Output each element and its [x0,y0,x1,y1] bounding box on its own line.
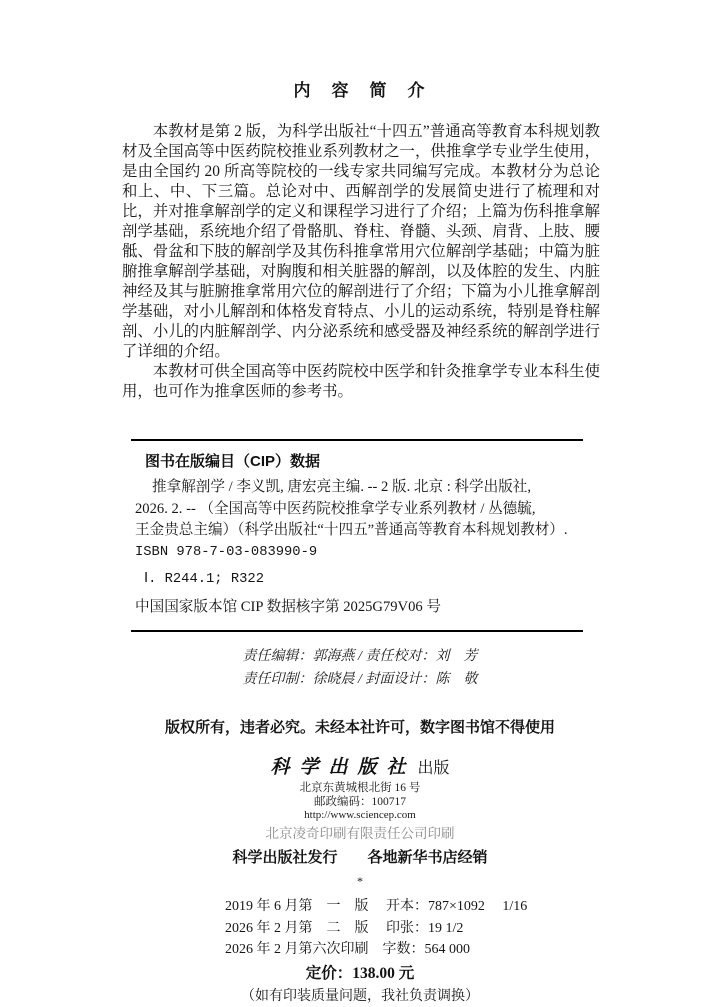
publisher-logo-line [0,756,720,781]
distribution-line: 科学出版社发行 各地新华书店经销 [232,849,488,866]
publish-label: 出版 [417,760,450,777]
edition-line-printing: 2026 年 2 月第六次印刷 字数：564 000 [225,942,470,957]
summary-body [122,122,600,402]
cip-line-title-authors: 推拿解剖学 / 李义凯, 唐宏亮主编. -- 2 版. 北京 : 科学出版社, [152,479,532,495]
edition-line-first: 2019 年 6 月第 一 版 开本：787×1092 1/16 [225,899,528,914]
separator-star: * [357,874,363,888]
cip-isbn: ISBN 978-7-03-083990-9 [135,544,318,560]
editorial-credits-line-2: 责任印制：徐晓晨 / 封面设计：陈 敬 [242,672,478,687]
cip-data-block [131,439,583,632]
edition-info [225,896,528,961]
publisher-postcode: 邮政编码：100717 [314,796,406,808]
content-summary-section [0,76,720,402]
cip-header: 图书在版编目（CIP）数据 [145,453,321,470]
page-title: 内 容 简 介 [293,81,427,100]
cip-classification: Ⅰ. R244.1; R322 [144,572,264,587]
editorial-credits-line-1: 责任编辑：郭海燕 / 责任校对：刘 芳 [242,649,478,664]
summary-paragraph-1: 本教材是第 2 版，为科学出版社“十四五”普通高等教育本科规划教材及全国高等中医药院校推业系列教材之一，供推拿学专业学生使用，是由全国约 20 所高等院校的一线专家共同编写完成。本教材分为总论和上、中、下三篇。总论对中、西解剖学的发展简史进行了梳理和对比，并对推拿解剖学的定义和课程学习进行了介绍；上篇为伤科推拿解剖学基础，系统地介绍了骨骼肌、脊柱、脊髓、头颈、肩背、上肢、腰骶、骨盆和下肢的解剖学及其伤科推拿常用穴位解剖学基础；中篇为脏腑推拿解剖学基础，对胸腹和相关脏器的解剖，以及体腔的发生、内脏神经及其与脏腑推拿常用穴位的解剖进行了介绍；下篇为小儿推拿解剖学基础，对小儿解剖和体格发育特点、小儿的运动系统，特别是脊柱解剖、小儿的内脏解剖学、内分泌系统和感受器及神经系统的解剖学进行了详细的介绍。 [122,123,600,360]
printer-line: 北京凌奇印刷有限责任公司印刷 [265,826,455,841]
summary-paragraph-2: 本教材可供全国高等中医药院校中医学和针灸推拿学专业本科生使用，也可作为推拿医师的参考书。 [122,363,600,400]
copyright-notice: 版权所有，违者必究。未经本社许可，数字图书馆不得使用 [164,719,555,736]
exchange-note: （如有印装质量问题，我社负责调换） [241,988,479,1004]
publisher-section [0,756,720,889]
cip-record-number: 中国国家版本馆 CIP 数据核字第 2025G79V06 号 [135,598,441,615]
publisher-website: http://www.sciencep.com [304,809,416,821]
editorial-credits [0,645,720,691]
cip-line-series-1: 2026. 2. -- （全国高等中医药院校推拿学专业系列教材 / 丛德毓, [135,500,536,517]
cip-line-series-2: 王金贵总主编）（科学出版社“十四五”普通高等教育本科规划教材）. [135,522,568,538]
publisher-address: 北京东黄城根北街 16 号 [299,782,421,794]
price-line: 定价：138.00 元 [305,964,415,982]
edition-line-second: 2026 年 2 月第 二 版 印张：19 1/2 [225,920,464,936]
publisher-logo: 科学出版社 [270,757,416,778]
